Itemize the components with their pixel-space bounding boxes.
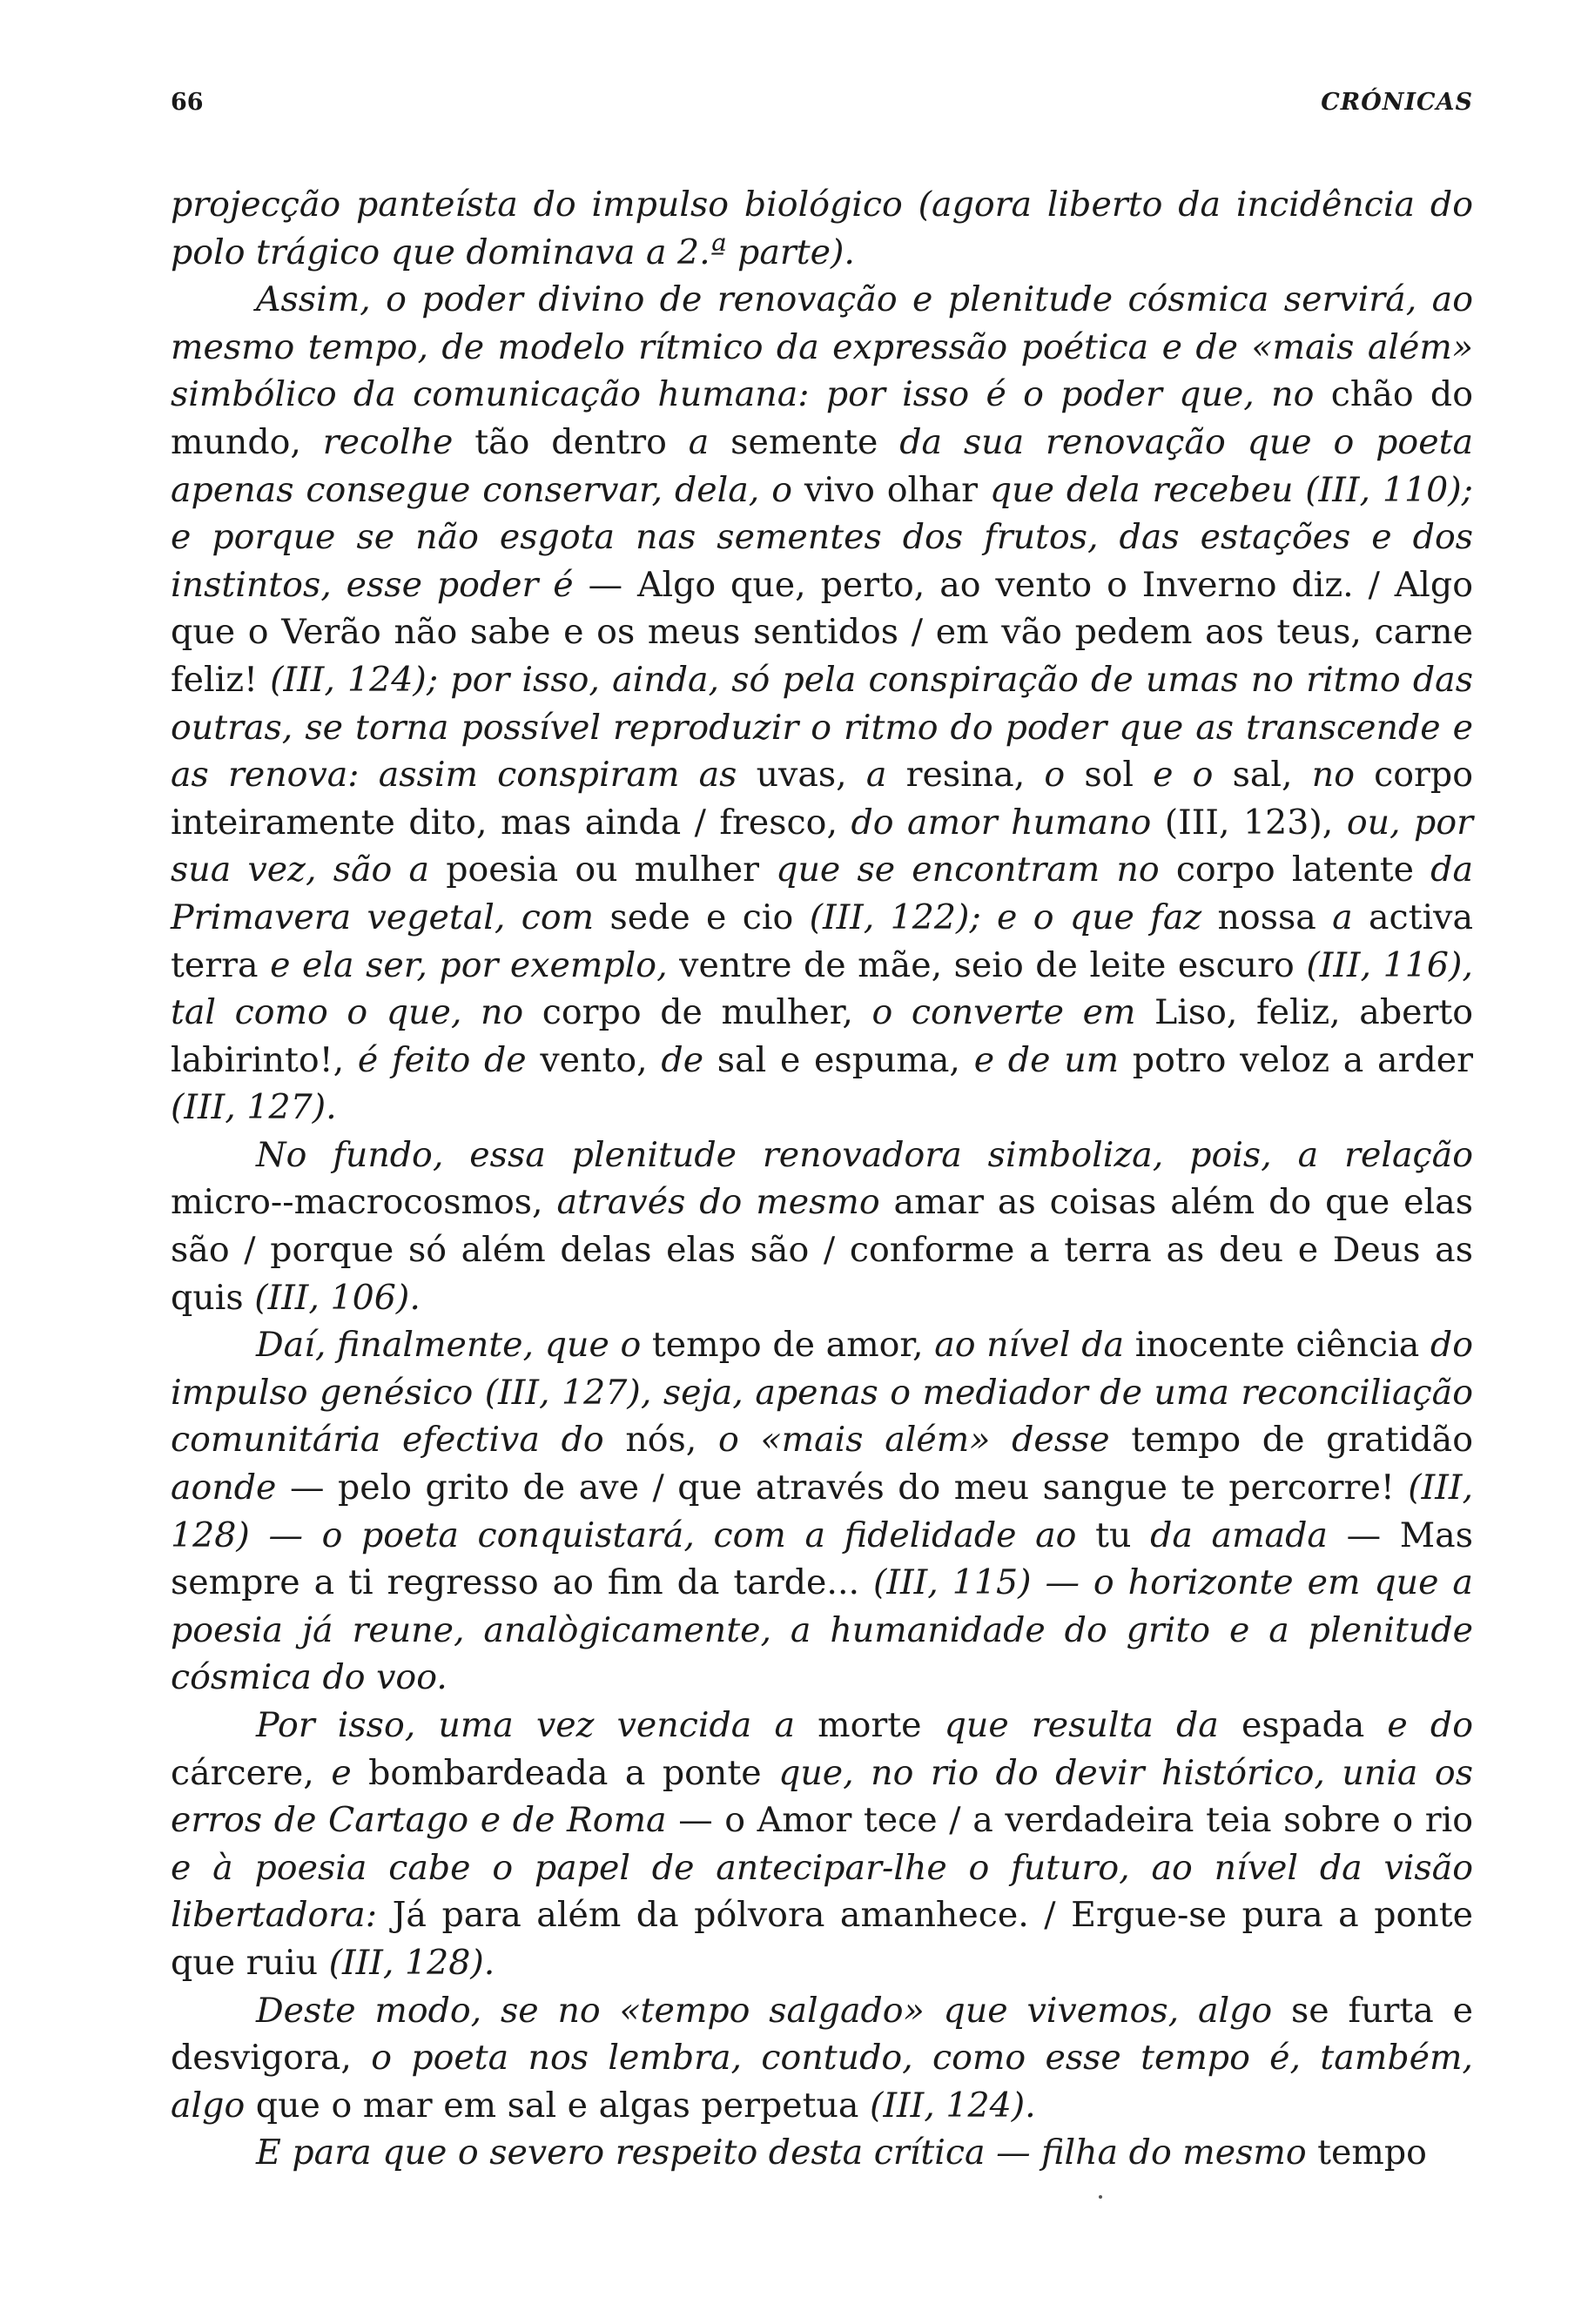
italic-run: (III, 115) — o horizonte em que a poesia já reune, analògicamente, a humanidade do grito e a plenitude cósmica do voo. [171, 1562, 1473, 1698]
italic-run: e [331, 1752, 352, 1793]
italic-run: da sua renovação que o poeta apenas consegue conservar, dela, o [171, 421, 1474, 510]
roman-run: cárcere, [171, 1752, 332, 1793]
italic-run: o [1044, 755, 1066, 796]
roman-run: uvas, [737, 755, 866, 796]
roman-run: espada [1218, 1705, 1388, 1745]
paragraph [171, 1321, 1473, 1702]
running-head: CRÓNICAS [1321, 89, 1473, 116]
roman-run: potro veloz a arder [1119, 1039, 1474, 1080]
ink-speck [1099, 2195, 1102, 2199]
italic-run: da amada [1150, 1515, 1328, 1555]
roman-run: — Algo que, perto, ao vento o Inverno diz. / Algo que o Verão não sabe e os meus sentidos / em vão pedem aos teus, carne feliz! [171, 564, 1474, 700]
roman-run: inocente ciência [1124, 1325, 1430, 1366]
roman-run: activa terra [171, 897, 1473, 985]
italic-run: (III, 106). [254, 1277, 421, 1318]
italic-run: o converte em [871, 992, 1136, 1033]
italic-run: a [688, 421, 710, 462]
paragraph [171, 2129, 1473, 2177]
roman-run: Liso, feliz, aberto labirinto!, [171, 992, 1474, 1080]
italic-run: (III, 128). [328, 1942, 495, 1983]
italic-run: recolhe [322, 421, 454, 462]
roman-run: poesia ou mulher [429, 850, 777, 890]
italic-run: o poeta nos lembra, contudo, como esse tempo é, também, algo [171, 2038, 1473, 2126]
roman-run: nossa [1201, 897, 1333, 937]
roman-run: bombardeada a ponte [351, 1752, 779, 1793]
italic-run: Deste modo, se no «tempo salgado» que vivemos, algo [256, 1990, 1273, 2031]
italic-run: Por isso, uma vez vencida a [256, 1705, 795, 1745]
italic-run: Daí, finalmente, que o [256, 1325, 642, 1366]
roman-run: — o Amor tece / a verdadeira teia sobre o rio [666, 1800, 1474, 1841]
italic-run: projecção panteísta do impulso biológico (agora liberto da incidência do polo trágico que dominava a 2.ª parte). [171, 185, 1473, 272]
italic-run: no [1311, 755, 1355, 796]
roman-run: corpo latente [1159, 850, 1431, 890]
page-header [171, 89, 1473, 124]
italic-run: e ela ser, por exemplo, [270, 944, 668, 985]
body-text [171, 181, 1473, 2177]
italic-run: e do [1387, 1705, 1473, 1745]
paragraph [171, 181, 1473, 276]
italic-run: do impulso genésico (III, 127), seja, apenas o mediador de uma reconciliação comunitária efectiva do [171, 1325, 1473, 1461]
roman-run: sol [1065, 755, 1154, 796]
italic-run: (III, 122); e o que faz [809, 897, 1202, 937]
roman-run: — pelo grito de ave / que através do meu sangue te percorre! [276, 1468, 1409, 1508]
italic-run: e o [1153, 755, 1214, 796]
roman-run: vivo olhar [792, 469, 990, 510]
roman-run: se furta e desvigora, [171, 1990, 1473, 2079]
page-number: 66 [171, 89, 204, 116]
roman-run: que o mar em sal e algas perpetua [245, 2085, 871, 2126]
italic-run: é feito de [357, 1039, 527, 1080]
italic-run: No fundo, essa plenitude renovadora simboliza, pois, a relação [256, 1134, 1473, 1175]
roman-run: ventre de mãe, seio de leite escuro [667, 944, 1307, 985]
italic-run: Assim, o poder divino de renovação e plenitude cósmica servirá, ao mesmo tempo, de modelo rítmico da expressão poética e de «mais além» simbólico da comunicação humana: por isso é o poder que, no [171, 279, 1473, 415]
roman-run: tão dentro [453, 421, 689, 462]
roman-run: nós, [603, 1420, 719, 1461]
paragraph [171, 1702, 1473, 1987]
italic-run: ao nível da [934, 1325, 1125, 1366]
italic-run: (III, 128) — o poeta conquistará, com a fidelidade ao [171, 1468, 1473, 1555]
roman-run: — Mas sempre a ti regresso ao fim da tarde... [171, 1515, 1473, 1603]
roman-run: tempo [1306, 2133, 1427, 2173]
paragraph [171, 1132, 1473, 1321]
roman-run: Já para além da pólvora amanhece. / Ergue-se pura a ponte que ruiu [171, 1895, 1473, 1983]
italic-run: de [661, 1039, 704, 1080]
roman-run: tu [1076, 1515, 1151, 1555]
roman-run: chão do mundo, [171, 374, 1473, 462]
roman-run: corpo de mulher, [523, 992, 872, 1033]
italic-run: da Primavera vegetal, com [171, 850, 1474, 937]
roman-run: amar as coisas além do que elas são / porque só além delas elas são / conforme a terra as deu e Deus as quis [171, 1182, 1473, 1318]
roman-run: resina, [886, 755, 1045, 796]
italic-run: que se encontram no [776, 850, 1160, 890]
roman-run: micro--macrocosmos, [171, 1182, 557, 1223]
italic-run: (III, 124); por isso, ainda, só pela conspiração de umas no ritmo das outras, se torna possível reproduzir o ritmo do poder que as transcende e as renova: assim conspiram as [171, 659, 1473, 796]
italic-run: e de um [973, 1039, 1120, 1080]
roman-run: sede e cio [594, 897, 810, 937]
italic-run: a [1332, 897, 1353, 937]
italic-run: (III, 127). [171, 1087, 337, 1128]
paragraph [171, 1987, 1473, 2130]
roman-run: tempo de amor, [641, 1325, 935, 1366]
italic-run: a [865, 755, 887, 796]
roman-run: corpo inteiramente dito, mas ainda / fresco, [171, 755, 1473, 843]
roman-run: semente [709, 421, 900, 462]
italic-run: o «mais além» desse [718, 1420, 1110, 1461]
roman-run: sal e espuma, [703, 1039, 974, 1080]
roman-run: sal, [1213, 755, 1312, 796]
roman-run: (III, 123), [1151, 802, 1347, 843]
italic-run: E para que o severo respeito desta crítica — filha do mesmo [256, 2133, 1307, 2173]
italic-run: e à poesia cabe o papel de antecipar-lhe o futuro, ao nível da visão libertadora: [171, 1847, 1473, 1936]
italic-run: aonde [171, 1468, 277, 1508]
italic-run: que resulta da [944, 1705, 1219, 1745]
roman-run: morte [795, 1705, 945, 1745]
italic-run: que, no rio do devir histórico, unia os erros de Cartago e de Roma [171, 1752, 1473, 1841]
italic-run: através do mesmo [556, 1182, 880, 1223]
italic-run: ou, por sua vez, são a [171, 802, 1474, 890]
italic-run: (III, 116), tal como o que, no [171, 944, 1473, 1033]
roman-run: vento, [526, 1039, 662, 1080]
roman-run: tempo de gratidão [1109, 1420, 1473, 1461]
italic-run: (III, 124). [870, 2085, 1036, 2126]
italic-run: do amor humano [851, 802, 1152, 843]
italic-run: que dela recebeu (III, 110); e porque se não esgota nas sementes dos frutos, das estações e dos instintos, esse poder é [171, 469, 1473, 605]
paragraph [171, 276, 1473, 1132]
